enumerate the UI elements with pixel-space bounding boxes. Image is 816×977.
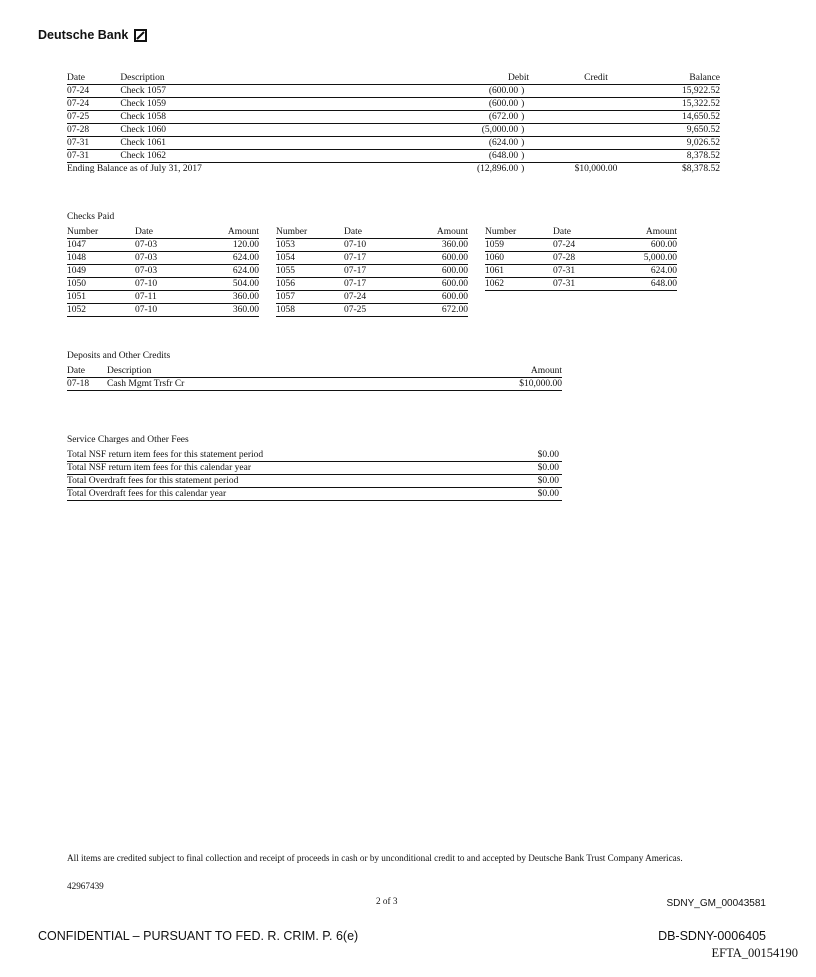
transaction-debit-cell (346, 150, 541, 163)
deposit-description: Cash Mgmt Trsfr Cr (107, 378, 400, 391)
transactions-header-row (67, 72, 720, 85)
deutsche-bank-slash-logo-icon (134, 29, 147, 42)
transaction-description: Check 1059 (120, 98, 346, 111)
transaction-row (67, 98, 720, 111)
bates-sdny-gm: SDNY_GM_00043581 (666, 898, 766, 909)
check-number: 1060 (485, 252, 553, 265)
transaction-date: 07-25 (67, 111, 120, 124)
col-header-debit: Debit (346, 72, 541, 85)
transaction-debit-cell (346, 85, 541, 98)
transaction-credit (541, 124, 651, 137)
ending-debit-cell (346, 163, 541, 176)
check-row (276, 291, 468, 304)
col-header-date: Date (67, 72, 120, 85)
col-header-description: Description (120, 72, 346, 85)
check-amount: 624.00 (197, 265, 259, 278)
checks-col-amount: Amount (197, 226, 259, 239)
check-number: 1059 (485, 239, 553, 252)
account-reference: 42967439 (67, 881, 104, 891)
service-charge-amount: $0.00 (507, 462, 562, 475)
deposits-header-row (67, 365, 562, 378)
checks-header-row (276, 226, 468, 239)
checks-col-date: Date (553, 226, 615, 239)
check-amount: 624.00 (615, 265, 677, 278)
transaction-date: 07-24 (67, 98, 120, 111)
check-row (485, 278, 677, 291)
page-number: 2 of 3 (376, 896, 398, 906)
service-charge-label: Total Overdraft fees for this calendar year (67, 488, 507, 501)
deposit-amount: $10,000.00 (400, 378, 562, 391)
transaction-debit: (672.00 (488, 112, 519, 122)
checks-col-number: Number (276, 226, 344, 239)
transaction-balance: 15,922.52 (651, 85, 720, 98)
check-date: 07-17 (344, 265, 406, 278)
transaction-debit-cell (346, 124, 541, 137)
service-charge-label: Total Overdraft fees for this statement period (67, 475, 507, 488)
transaction-credit (541, 137, 651, 150)
check-row (67, 252, 259, 265)
transaction-description: Check 1062 (120, 150, 346, 163)
service-charge-label: Total NSF return item fees for this statement period (67, 449, 507, 462)
deposit-row (67, 378, 562, 391)
transaction-row (67, 137, 720, 150)
ending-balance-label: Ending Balance as of July 31, 2017 (67, 164, 202, 174)
bates-efta: EFTA_00154190 (711, 946, 798, 960)
checks-col-date: Date (344, 226, 406, 239)
check-number: 1055 (276, 265, 344, 278)
deposit-date: 07-18 (67, 378, 107, 391)
checks-col-date: Date (135, 226, 197, 239)
transaction-row (67, 85, 720, 98)
check-date: 07-28 (553, 252, 615, 265)
transaction-debit: (5,000.00 (481, 125, 519, 135)
checks-col-amount: Amount (615, 226, 677, 239)
ending-balance-row (67, 163, 720, 176)
check-amount: 648.00 (615, 278, 677, 291)
service-charges-table (67, 449, 562, 501)
deposits-col-date: Date (67, 365, 107, 378)
check-number: 1062 (485, 278, 553, 291)
check-date: 07-31 (553, 278, 615, 291)
check-amount: 600.00 (406, 252, 468, 265)
check-number: 1049 (67, 265, 135, 278)
check-number: 1057 (276, 291, 344, 304)
check-date: 07-25 (344, 304, 406, 317)
transaction-debit-paren: ) (521, 99, 525, 109)
service-charge-row (67, 475, 562, 488)
check-row (276, 252, 468, 265)
check-amount: 120.00 (197, 239, 259, 252)
service-charge-row (67, 462, 562, 475)
deposits-title: Deposits and Other Credits (67, 351, 171, 361)
check-row (67, 265, 259, 278)
transaction-debit-paren: ) (521, 125, 525, 135)
bates-db-sdny: DB-SDNY-0006405 (658, 929, 766, 943)
check-number: 1050 (67, 278, 135, 291)
service-charge-row (67, 488, 562, 501)
deposits-col-amount: Amount (400, 365, 562, 378)
transaction-debit: (600.00 (488, 86, 519, 96)
check-amount: 600.00 (406, 278, 468, 291)
checks-paid-table-2 (276, 226, 468, 317)
check-date: 07-17 (344, 252, 406, 265)
check-row (485, 239, 677, 252)
check-amount: 600.00 (406, 265, 468, 278)
checks-header-row (67, 226, 259, 239)
check-row (276, 278, 468, 291)
check-row (67, 304, 259, 317)
check-date: 07-24 (553, 239, 615, 252)
service-charge-amount: $0.00 (507, 488, 562, 501)
service-charge-label: Total NSF return item fees for this calendar year (67, 462, 507, 475)
check-amount: 360.00 (197, 291, 259, 304)
check-number: 1053 (276, 239, 344, 252)
check-date: 07-03 (135, 265, 197, 278)
check-number: 1061 (485, 265, 553, 278)
check-row (67, 291, 259, 304)
check-date: 07-17 (344, 278, 406, 291)
ending-credit: $10,000.00 (574, 164, 618, 174)
checks-paid-table-1 (67, 226, 259, 317)
transaction-description: Check 1057 (120, 85, 346, 98)
check-number: 1051 (67, 291, 135, 304)
transaction-debit-cell (346, 98, 541, 111)
transaction-debit-paren: ) (521, 112, 525, 122)
checks-header-row (485, 226, 677, 239)
check-amount: 600.00 (615, 239, 677, 252)
transaction-balance: 9,026.52 (651, 137, 720, 150)
transaction-debit-paren: ) (521, 86, 525, 96)
check-date: 07-11 (135, 291, 197, 304)
check-row (276, 239, 468, 252)
transaction-debit-paren: ) (521, 138, 525, 148)
transactions-table (67, 72, 720, 175)
checks-col-amount: Amount (406, 226, 468, 239)
transaction-row (67, 124, 720, 137)
transaction-credit (541, 98, 651, 111)
check-number: 1052 (67, 304, 135, 317)
transaction-debit: (648.00 (488, 151, 519, 161)
check-row (485, 252, 677, 265)
confidential-stamp: CONFIDENTIAL – PURSUANT TO FED. R. CRIM. P. 6(e) (38, 929, 359, 943)
check-number: 1058 (276, 304, 344, 317)
transaction-balance: 8,378.52 (651, 150, 720, 163)
check-date: 07-24 (344, 291, 406, 304)
ending-debit: (12,896.00 (476, 164, 519, 174)
deposits-col-description: Description (107, 365, 400, 378)
brand-name: Deutsche Bank (38, 28, 129, 42)
deposits-table (67, 365, 562, 391)
transaction-description: Check 1060 (120, 124, 346, 137)
transaction-date: 07-31 (67, 150, 120, 163)
check-amount: 504.00 (197, 278, 259, 291)
check-amount: 624.00 (197, 252, 259, 265)
transaction-credit (541, 150, 651, 163)
check-amount: 360.00 (197, 304, 259, 317)
checks-paid-title: Checks Paid (67, 212, 115, 222)
service-charges-title: Service Charges and Other Fees (67, 435, 189, 445)
checks-col-number: Number (485, 226, 553, 239)
transaction-balance: 15,322.52 (651, 98, 720, 111)
ending-balance: $8,378.52 (682, 164, 720, 174)
check-amount: 600.00 (406, 291, 468, 304)
service-charge-row (67, 449, 562, 462)
ending-debit-paren: ) (521, 164, 525, 174)
col-header-balance: Balance (651, 72, 720, 85)
check-amount: 672.00 (406, 304, 468, 317)
service-charge-amount: $0.00 (507, 449, 562, 462)
transaction-debit-cell (346, 137, 541, 150)
check-number: 1047 (67, 239, 135, 252)
transaction-date: 07-31 (67, 137, 120, 150)
check-row (67, 239, 259, 252)
transaction-row (67, 111, 720, 124)
check-date: 07-10 (135, 278, 197, 291)
transactions-body (67, 85, 720, 176)
check-row (485, 265, 677, 278)
transaction-row (67, 150, 720, 163)
transaction-date: 07-28 (67, 124, 120, 137)
transaction-debit-cell (346, 111, 541, 124)
check-date: 07-03 (135, 239, 197, 252)
check-number: 1054 (276, 252, 344, 265)
check-row (276, 265, 468, 278)
check-row (276, 304, 468, 317)
transaction-credit (541, 111, 651, 124)
check-date: 07-10 (344, 239, 406, 252)
transaction-debit: (600.00 (488, 99, 519, 109)
check-number: 1056 (276, 278, 344, 291)
checks-col-number: Number (67, 226, 135, 239)
transaction-date: 07-24 (67, 85, 120, 98)
transaction-balance: 14,650.52 (651, 111, 720, 124)
service-charge-amount: $0.00 (507, 475, 562, 488)
transaction-description: Check 1061 (120, 137, 346, 150)
checks-paid-table-3 (485, 226, 677, 291)
transaction-debit-paren: ) (521, 151, 525, 161)
check-date: 07-31 (553, 265, 615, 278)
check-date: 07-10 (135, 304, 197, 317)
check-date: 07-03 (135, 252, 197, 265)
transaction-balance: 9,650.52 (651, 124, 720, 137)
disclaimer-text: All items are credited subject to final collection and receipt of proceeds in cash or by unconditional credit to and accepted by Deutsche Bank Trust Company Americas. (67, 853, 683, 863)
check-row (67, 278, 259, 291)
service-charges-body (67, 449, 562, 501)
check-amount: 360.00 (406, 239, 468, 252)
deposits-body (67, 378, 562, 391)
check-number: 1048 (67, 252, 135, 265)
transaction-description: Check 1058 (120, 111, 346, 124)
check-amount: 5,000.00 (615, 252, 677, 265)
col-header-credit: Credit (541, 72, 651, 85)
transaction-credit (541, 85, 651, 98)
transaction-debit: (624.00 (488, 138, 519, 148)
brand-header (38, 28, 147, 42)
